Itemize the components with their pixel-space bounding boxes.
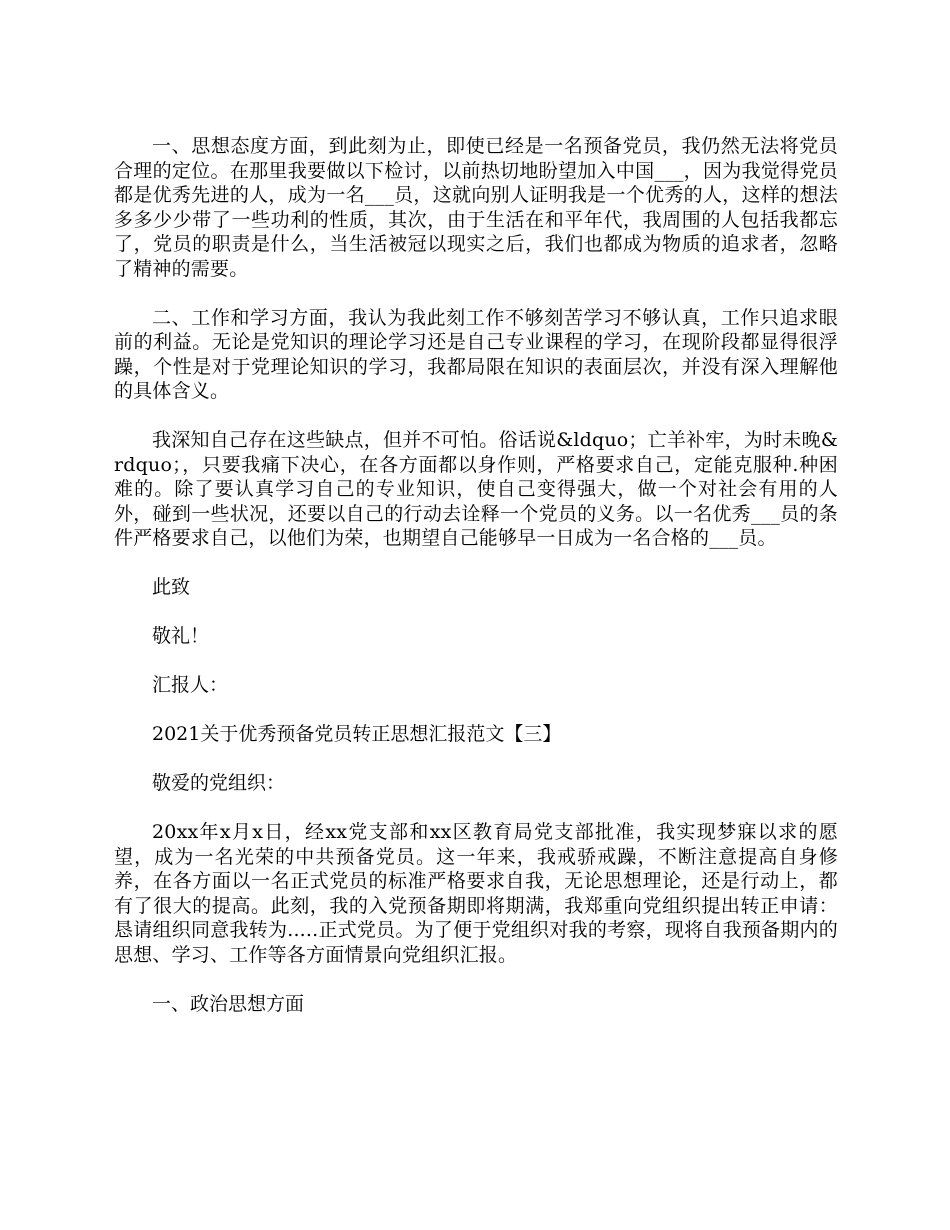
paragraph-work-study: 二、工作和学习方面，我认为我此刻工作不够刻苦学习不够认真，工作只追求眼前的利益。无论是党知识的理论学习还是自己专业课程的学习，在现阶段都显得很浮躁，个性是对于党理论知识的学习，我都局限在知识的表面层次，并没有深入理解他的具体含义。	[114, 306, 838, 402]
document-body	[114, 134, 838, 1041]
paragraph-attitude: 一、思想态度方面，到此刻为止，即使已经是一名预备党员，我仍然无法将党员合理的定位。在那里我要做以下检讨，以前热切地盼望加入中国___，因为我觉得党员都是优秀先进的人，成为一名___员，这就向别人证明我是一个优秀的人，这样的想法多多少少带了一些功利的性质，其次，由于生活在和平年代，我周围的人包括我都忘了，党员的职责是什么，当生活被冠以现实之后，我们也都成为物质的追求者，忽略了精神的需要。	[114, 135, 838, 280]
closing-salutation: 此致	[152, 576, 191, 598]
subsection-heading: 一、政治思想方面	[152, 992, 305, 1015]
closing-respect: 敬礼！	[152, 625, 210, 647]
paragraph-shortcomings: 我深知自己存在这些缺点，但并不可怕。俗话说&ldquo；亡羊补牢，为时未晚&rdquo；，只要我痛下决心，在各方面都以身作则，严格要求自己，定能克服种.种困难的。除了要认真学习自己的专业知识，使自己变得强大，做一个对社会有用的人外，碰到一些状况，还要以自己的行动去诠释一个党员的义务。以一名优秀___员的条件严格要求自己，以他们为荣，也期望自己能够早一日成为一名合格的___员。	[114, 429, 838, 549]
paragraph-introduction: 20xx年x月x日，经xx党支部和xx区教育局党支部批准，我实现梦寐以求的愿望，成为一名光荣的中共预备党员。这一年来，我戒骄戒躁，不断注意提高自身修养，在各方面以一名正式党员的标准严格要求自我，无论思想理论，还是行动上，都有了很大的提高。此刻，我的入党预备期即将期满，我郑重向党组织提出转正申请：恳请组织同意我转为.....正式党员。为了便于党组织对我的考察，现将自我预备期内的思想、学习、工作等各方面情景向党组织汇报。	[114, 821, 838, 966]
reporter-label: 汇报人：	[152, 674, 229, 696]
greeting: 敬爱的党组织：	[152, 772, 286, 794]
section-title: 2021关于优秀预备党员转正思想汇报范文【三】	[152, 723, 562, 745]
